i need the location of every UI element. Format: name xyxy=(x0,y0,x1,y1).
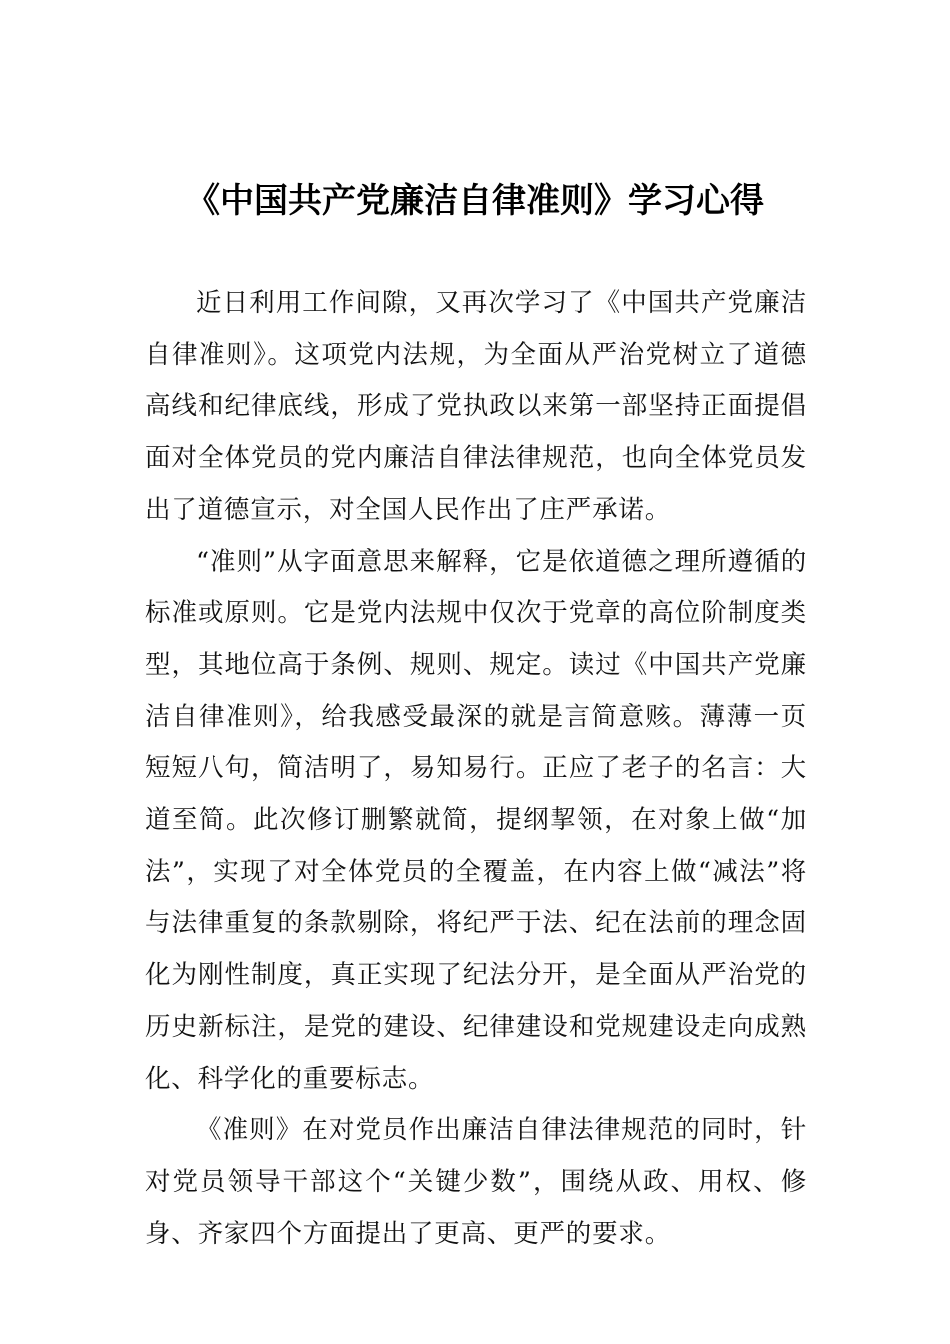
document-body xyxy=(145,278,807,1260)
paragraph: 近日利用工作间隙，又再次学习了《中国共产党廉洁自律准则》。这项党内法规，为全面从严治党树立了道德高线和纪律底线，形成了党执政以来第一部坚持正面提倡面对全体党员的党内廉洁自律法律规范，也向全体党员发出了道德宣示，对全国人民作出了庄严承诺。 xyxy=(145,288,807,525)
paragraph: 《准则》在对党员作出廉洁自律法律规范的同时，针对党员领导干部这个“关键少数”，围绕从政、用权、修身、齐家四个方面提出了更高、更严的要求。 xyxy=(145,1115,807,1249)
document-title: 《中国共产党廉洁自律准则》学习心得 xyxy=(186,181,764,221)
paragraph: “准则”从字面意思来解释，它是依道德之理所遵循的标准或原则。它是党内法规中仅次于党章的高位阶制度类型，其地位高于条例、规则、规定。读过《中国共产党廉洁自律准则》，给我感受最深的就是言简意赅。薄薄一页短短八句，简洁明了，易知易行。正应了老子的名言：大道至简。此次修订删繁就简，提纲挈领，在对象上做“加法”，实现了对全体党员的全覆盖，在内容上做“减法”将与法律重复的条款剔除，将纪严于法、纪在法前的理念固化为刚性制度，真正实现了纪法分开，是全面从严治党的历史新标注，是党的建设、纪律建设和党规建设走向成熟化、科学化的重要标志。 xyxy=(145,546,807,1094)
